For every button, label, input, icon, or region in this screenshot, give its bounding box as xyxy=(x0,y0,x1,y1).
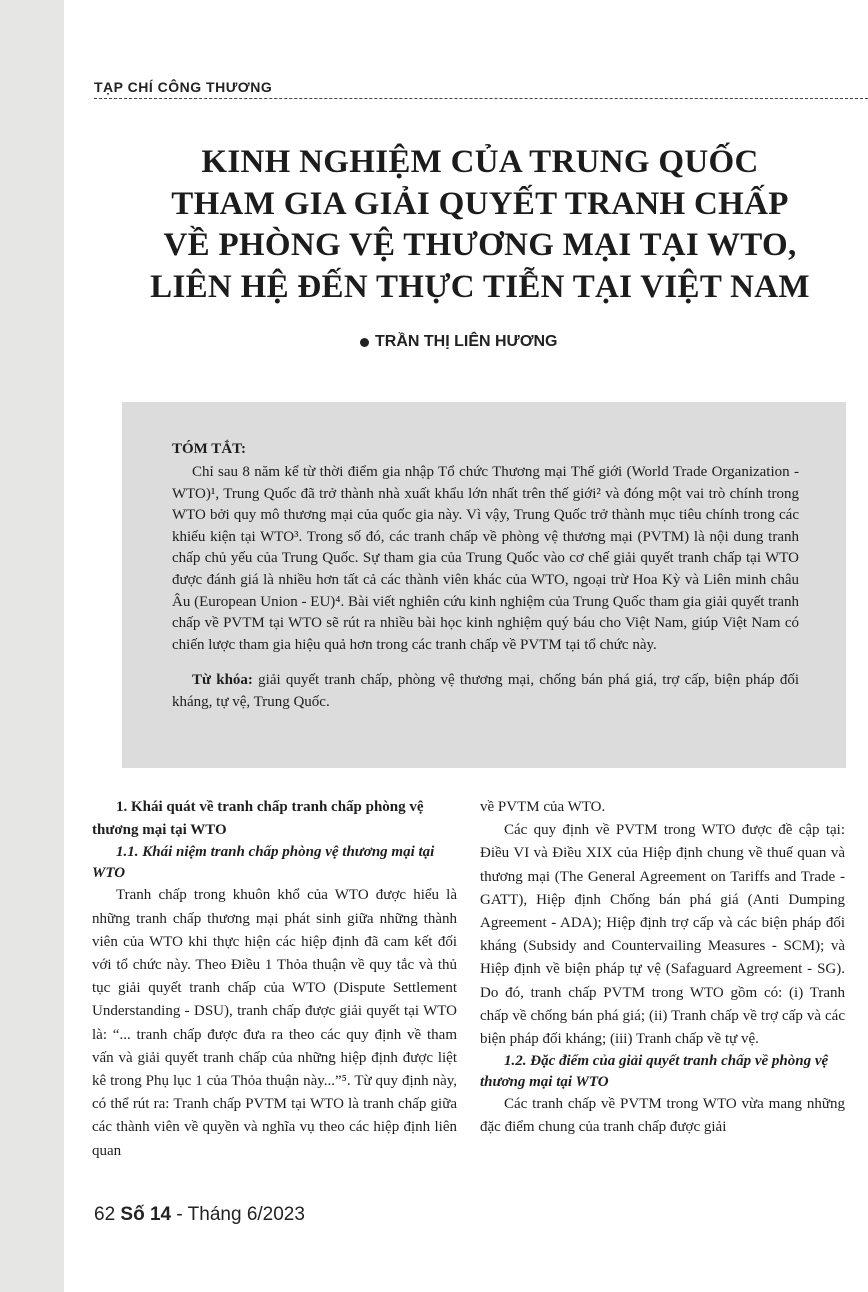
abstract-heading: TÓM TẮT: xyxy=(172,441,247,457)
article-title xyxy=(80,142,868,308)
bullet-icon xyxy=(360,338,369,347)
page-footer xyxy=(94,1204,305,1226)
abstract-text: Chỉ sau 8 năm kể từ thời điểm gia nhập Tổ chức Thương mại Thế giới (World Trade Organization - WTO)¹, Trung Quốc đã trở thành nhà xuất khẩu lớn nhất trên thế giới² và đóng một vai trò chính trong WTO bởi quy mô thương mại của quốc gia này. Vì vậy, Trung Quốc trở thành mục tiêu chính trong các khiếu kiện tại WTO³. Trong số đó, các tranh chấp về phòng vệ thương mại (PVTM) là nội dung tranh chấp chủ yếu của Trung Quốc. Sự tham gia của Trung Quốc vào cơ chế giải quyết tranh chấp tại WTO được đánh giá là nhiều hơn tất cả các thành viên khác của WTO, ngoại trừ Hoa Kỳ và Liên minh châu Âu (European Union - EU)⁴. Bài viết nghiên cứu kinh nghiệm của Trung Quốc tham gia giải quyết tranh chấp về PVTM tại WTO sẽ rút ra nhiều bài học kinh nghiệm quý báu cho Việt Nam, giúp Việt Nam có chiến lược tham gia hiệu quả hơn trong các tranh chấp về PVTM tại tổ chức này. xyxy=(172,464,799,653)
continuation-text: về PVTM của WTO. xyxy=(480,799,606,815)
paragraph-1-1: Tranh chấp trong khuôn khổ của WTO được hiểu là những tranh chấp thương mại phát sinh giữa những thành viên của WTO khi thực hiện các hiệp định đã cam kết đối với tổ chức này. Theo Điều 1 Thỏa thuận về quy tắc và thủ tục giải quyết tranh chấp của WTO (Dispute Settlement Understanding - DSU), tranh chấp được giải quyết tại WTO là: “... tranh chấp được đưa ra theo các quy định về tham vấn và giải quyết tranh chấp của những hiệp định được liệt kê trong Phụ lục 1 của Thỏa thuận này...”⁵. Từ quy định này, có thể rút ra: Tranh chấp PVTM tại WTO là tranh chấp giữa các thành viên về quyền và nghĩa vụ theo các hiệp định liên quan xyxy=(92,887,457,1159)
title-line-4: LIÊN HỆ ĐẾN THỰC TIỄN TẠI VIỆT NAM xyxy=(150,268,810,305)
section-heading-1: 1. Khái quát về tranh chấp tranh chấp phòng vệ thương mại tại WTO xyxy=(92,799,424,839)
author-name: TRẦN THỊ LIÊN HƯƠNG xyxy=(375,333,558,350)
issue-date: - Tháng 6/2023 xyxy=(176,1204,305,1225)
issue-number: Số 14 xyxy=(120,1204,172,1225)
paragraph-pvtm-rules: Các quy định về PVTM trong WTO được đề cập tại: Điều VI và Điều XIX của Hiệp định chung về thuế quan và thương mại (The General Agreement on Tariffs and Trade - GATT), Hiệp định Chống bán phá giá (Anti Dumping Agreement - ADA); Hiệp định trợ cấp và các biện pháp đối kháng (Subsidy and Countervailing Measures - SCM); và Hiệp định về biện pháp tự vệ (Safaguard Agreement - SG). Do đó, tranh chấp PVTM trong WTO gồm có: (i) Tranh chấp về chống bán phá giá; (ii) Tranh chấp về trợ cấp và các biện pháp đối kháng; (iii) Tranh chấp về tự vệ. xyxy=(480,822,845,1048)
left-column xyxy=(92,796,457,1163)
subsection-heading-1-2: 1.2. Đặc điểm của giải quyết tranh chấp về phòng vệ thương mại tại WTO xyxy=(480,1053,829,1091)
right-column xyxy=(480,796,845,1140)
journal-name: TẠP CHÍ CÔNG THƯƠNG xyxy=(94,79,273,95)
page-number: 62 xyxy=(94,1204,116,1225)
subsection-heading-1-1: 1.1. Khái niệm tranh chấp phòng vệ thương mại tại WTO xyxy=(92,844,435,882)
title-line-1: KINH NGHIỆM CỦA TRUNG QUỐC xyxy=(201,144,759,180)
author-line xyxy=(360,333,557,351)
header-dashed-rule xyxy=(94,98,868,99)
keywords-label: Từ khóa: xyxy=(192,672,253,688)
keywords-list: giải quyết tranh chấp, phòng vệ thương mại, chống bán phá giá, trợ cấp, biện pháp đối kháng, tự vệ, Trung Quốc. xyxy=(172,672,799,710)
title-line-2: THAM GIA GIẢI QUYẾT TRANH CHẤP xyxy=(171,185,789,222)
title-line-3: VỀ PHÒNG VỆ THƯƠNG MẠI TẠI WTO, xyxy=(163,227,797,263)
paragraph-1-2: Các tranh chấp về PVTM trong WTO vừa mang những đặc điểm chung của tranh chấp được giải xyxy=(480,1096,845,1136)
left-margin-strip xyxy=(0,0,64,1292)
keywords xyxy=(172,670,799,713)
